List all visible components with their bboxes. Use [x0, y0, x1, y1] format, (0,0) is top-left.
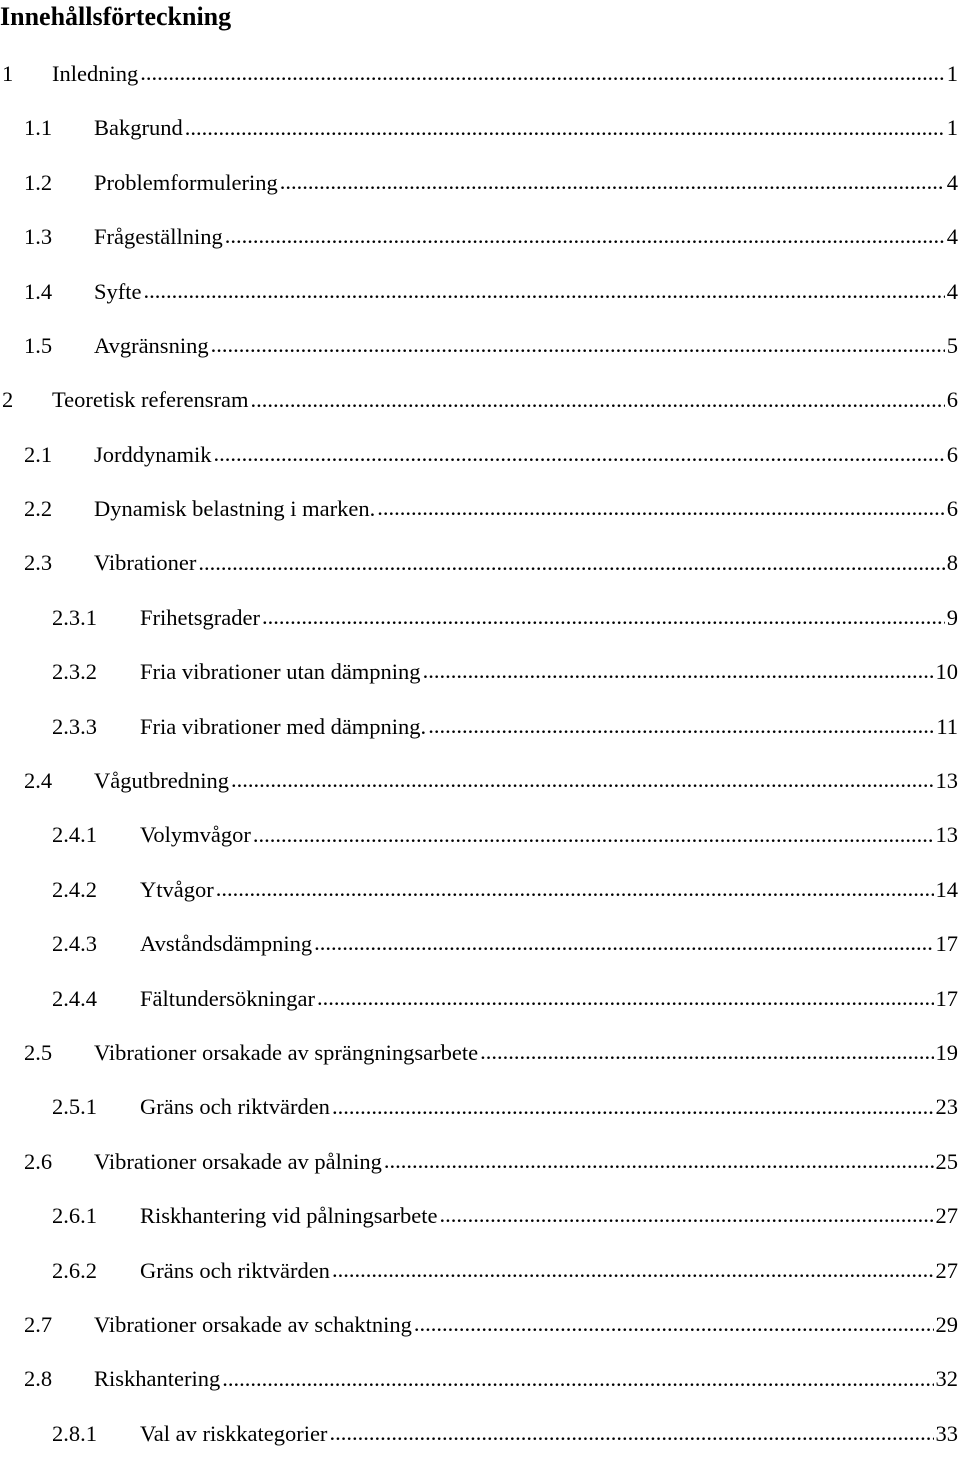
- toc-entry-2-3[interactable]: [0, 537, 960, 591]
- toc-entry-label: Teoretisk referensram: [52, 387, 249, 413]
- toc-entry-2-4-1[interactable]: [0, 808, 960, 862]
- toc-entry-label: Inledning: [52, 60, 139, 86]
- toc-entry-page: 14: [935, 876, 958, 902]
- dot-leader: [314, 933, 933, 955]
- toc-entry-number: 1.5: [24, 332, 53, 358]
- toc-entry-number: 1.3: [24, 224, 53, 250]
- toc-entry-1-1[interactable]: [0, 101, 960, 155]
- toc-entry-2-1[interactable]: [0, 428, 960, 482]
- toc-title: Innehållsförteckning: [0, 2, 232, 31]
- toc-entry-page: 10: [935, 659, 958, 685]
- toc-entry-page: 1: [946, 60, 958, 86]
- toc-entry-2-3-3[interactable]: [0, 700, 960, 754]
- toc-entry-label: Bakgrund: [94, 115, 183, 141]
- toc-entry-page: 4: [946, 278, 958, 304]
- toc-entry-number: 1: [2, 60, 14, 86]
- dot-leader: [280, 172, 945, 194]
- toc-entry-label: Frågeställning: [94, 224, 223, 250]
- toc-entry-2-5-1[interactable]: [0, 1080, 960, 1134]
- toc-entry-page: 23: [935, 1094, 958, 1120]
- toc-entry-1-2[interactable]: [0, 156, 960, 210]
- dot-leader: [480, 1042, 933, 1064]
- toc-entry-number: 2.3.1: [52, 604, 97, 630]
- toc-entry-2-4-3[interactable]: [0, 917, 960, 971]
- toc-entry-page: 32: [935, 1366, 958, 1392]
- toc-entry-label: Riskhantering vid pålningsarbete: [140, 1203, 438, 1229]
- dot-leader: [216, 879, 934, 901]
- toc-entry-1-4[interactable]: [0, 265, 960, 319]
- toc-entry-label: Avgränsning: [94, 332, 209, 358]
- toc-entry-number: 2.3.3: [52, 713, 97, 739]
- toc-entry-number: 2.3: [24, 550, 53, 576]
- dot-leader: [428, 716, 934, 738]
- toc-entry-page: 4: [946, 169, 958, 195]
- toc-entry-label: Avståndsdämpning: [140, 931, 313, 957]
- dot-leader: [253, 825, 934, 847]
- toc-entry-1-5[interactable]: [0, 319, 960, 373]
- dot-leader: [231, 770, 934, 792]
- toc-entry-label: Jorddynamik: [94, 441, 212, 467]
- toc-entry-label: Vibrationer orsakade av pålning: [94, 1148, 382, 1174]
- toc-entry-number: 2.8.1: [52, 1420, 97, 1446]
- toc-entry-2-8[interactable]: [0, 1352, 960, 1406]
- toc-entry-label: Syfte: [94, 278, 142, 304]
- toc-entry-2-6-2[interactable]: [0, 1244, 960, 1298]
- toc-entry-number: 2.6.1: [52, 1203, 97, 1229]
- toc-entry-page: 5: [946, 332, 958, 358]
- toc-entry-page: 27: [935, 1257, 958, 1283]
- toc-entry-2-3-1[interactable]: [0, 591, 960, 645]
- toc-entry-page: 9: [946, 604, 958, 630]
- dot-leader: [214, 444, 945, 466]
- toc-entry-label: Dynamisk belastning i marken.: [94, 496, 376, 522]
- toc-entry-label: Vibrationer: [94, 550, 197, 576]
- dot-leader: [211, 335, 945, 357]
- toc-entry-number: 2.5.1: [52, 1094, 97, 1120]
- dot-leader: [262, 607, 945, 629]
- dot-leader: [225, 226, 945, 248]
- toc-entry-page: 6: [946, 496, 958, 522]
- toc-entry-label: Frihetsgrader: [140, 604, 260, 630]
- toc-entry-number: 1.2: [24, 169, 53, 195]
- toc-entry-label: Problemformulering: [94, 169, 278, 195]
- dot-leader: [222, 1369, 933, 1391]
- toc-entry-number: 2.4.4: [52, 985, 97, 1011]
- toc-entry-page: 25: [935, 1148, 958, 1174]
- dot-leader: [414, 1314, 934, 1336]
- toc-entry-page: 27: [935, 1203, 958, 1229]
- toc-entry-label: Fältundersökningar: [140, 985, 315, 1011]
- toc-entry-page: 4: [946, 224, 958, 250]
- toc-entry-1[interactable]: [0, 47, 960, 101]
- toc-entry-label: Volymvågor: [140, 822, 251, 848]
- toc-entry-number: 1.4: [24, 278, 53, 304]
- toc-entry-2-4-2[interactable]: [0, 863, 960, 917]
- toc-entry-number: 2.4: [24, 768, 53, 794]
- toc-list: [0, 47, 960, 1461]
- dot-leader: [250, 390, 944, 412]
- toc-entry-page: 33: [935, 1420, 958, 1446]
- toc-entry-number: 2.2: [24, 496, 53, 522]
- toc-entry-label: Vibrationer orsakade av sprängningsarbete: [94, 1039, 479, 1065]
- toc-entry-label: Fria vibrationer med dämpning.: [140, 713, 427, 739]
- dot-leader: [423, 661, 934, 683]
- toc-entry-2[interactable]: [0, 373, 960, 427]
- toc-entry-number: 2.7: [24, 1311, 53, 1337]
- dot-leader: [384, 1151, 934, 1173]
- dot-leader: [185, 118, 945, 140]
- toc-entry-2-4[interactable]: [0, 754, 960, 808]
- toc-entry-number: 1.1: [24, 115, 53, 141]
- toc-entry-number: 2.3.2: [52, 659, 97, 685]
- toc-entry-page: 13: [935, 822, 958, 848]
- toc-entry-2-4-4[interactable]: [0, 972, 960, 1026]
- toc-entry-label: Val av riskkategorier: [140, 1420, 328, 1446]
- toc-entry-label: Vågutbredning: [94, 768, 229, 794]
- toc-entry-label: Riskhantering: [94, 1366, 221, 1392]
- toc-entry-number: 2.4.3: [52, 931, 97, 957]
- toc-entry-page: 17: [935, 931, 958, 957]
- toc-entry-2-8-1[interactable]: [0, 1407, 960, 1461]
- toc-entry-2-6[interactable]: [0, 1135, 960, 1189]
- toc-entry-page: 17: [935, 985, 958, 1011]
- toc-entry-2-5[interactable]: [0, 1026, 960, 1080]
- toc-entry-number: 2: [2, 387, 14, 413]
- toc-entry-2-7[interactable]: [0, 1298, 960, 1352]
- dot-leader: [332, 1260, 934, 1282]
- toc-entry-page: 19: [935, 1039, 958, 1065]
- toc-entry-page: 1: [946, 115, 958, 141]
- dot-leader: [317, 988, 934, 1010]
- toc-entry-page: 29: [935, 1311, 958, 1337]
- dot-leader: [198, 553, 944, 575]
- toc-entry-number: 2.1: [24, 441, 53, 467]
- dot-leader: [439, 1205, 933, 1227]
- toc-entry-label: Ytvågor: [140, 876, 214, 902]
- toc-entry-2-3-2[interactable]: [0, 645, 960, 699]
- toc-entry-label: Gräns och riktvärden: [140, 1257, 330, 1283]
- toc-entry-page: 11: [936, 713, 958, 739]
- toc-entry-label: Gräns och riktvärden: [140, 1094, 330, 1120]
- dot-leader: [140, 63, 945, 85]
- toc-entry-number: 2.4.2: [52, 876, 97, 902]
- dot-leader: [332, 1097, 934, 1119]
- toc-entry-number: 2.5: [24, 1039, 53, 1065]
- toc-entry-label: Fria vibrationer utan dämpning: [140, 659, 421, 685]
- toc-entry-2-6-1[interactable]: [0, 1189, 960, 1243]
- toc-entry-1-3[interactable]: [0, 210, 960, 264]
- toc-entry-page: 8: [946, 550, 958, 576]
- toc-entry-page: 6: [946, 387, 958, 413]
- toc-entry-page: 13: [935, 768, 958, 794]
- toc-entry-number: 2.6: [24, 1148, 53, 1174]
- dot-leader: [144, 281, 945, 303]
- toc-entry-page: 6: [946, 441, 958, 467]
- dot-leader: [329, 1423, 933, 1445]
- toc-entry-number: 2.8: [24, 1366, 53, 1392]
- toc-entry-label: Vibrationer orsakade av schaktning: [94, 1311, 412, 1337]
- toc-entry-2-2[interactable]: [0, 482, 960, 536]
- toc-entry-number: 2.6.2: [52, 1257, 97, 1283]
- dot-leader: [377, 498, 945, 520]
- toc-entry-number: 2.4.1: [52, 822, 97, 848]
